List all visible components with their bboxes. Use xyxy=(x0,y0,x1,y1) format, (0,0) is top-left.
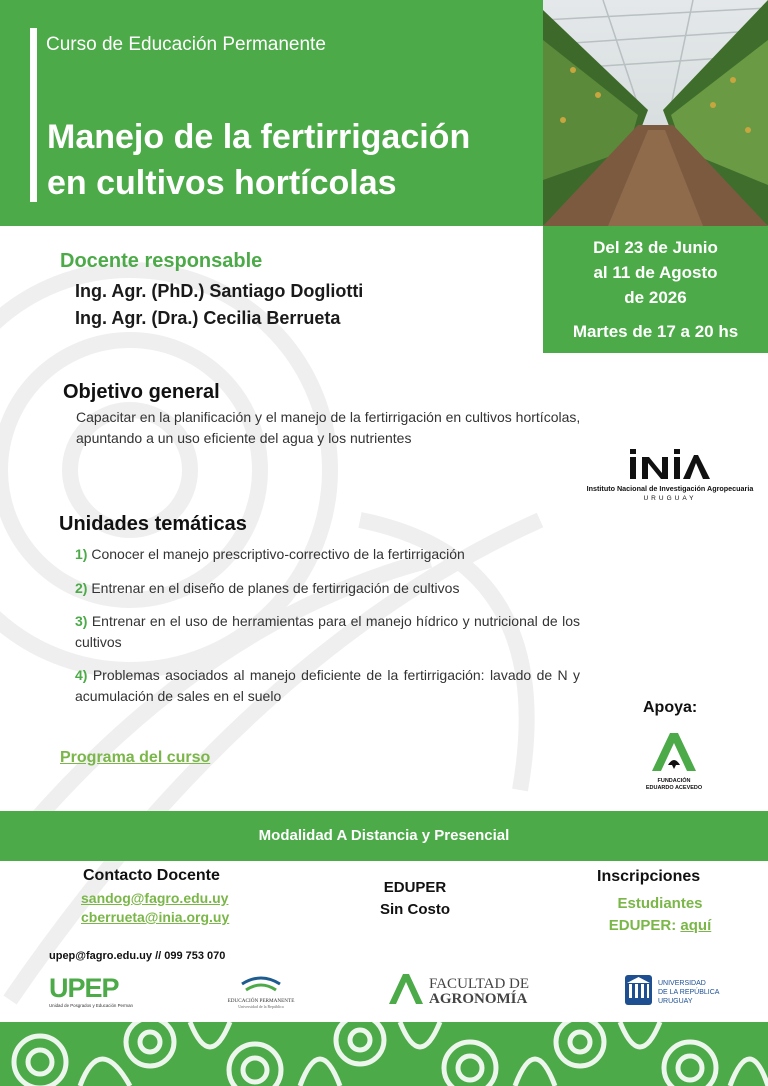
course-title-line1: Manejo de la fertirrigación xyxy=(47,118,471,156)
inscripciones-text xyxy=(590,893,730,937)
docente-name: Ing. Agr. (PhD.) Santiago Dogliotti xyxy=(75,281,364,301)
unidad-item xyxy=(75,611,580,653)
objetivo-heading: Objetivo general xyxy=(63,381,220,403)
unidad-number: 1) xyxy=(75,546,88,562)
apoya-label: Apoya: xyxy=(643,699,698,716)
udelar-line2: DE LA REPÚBLICA xyxy=(658,989,720,996)
udelar-line3: URUGUAY xyxy=(658,998,693,1005)
edu-perm-sub: Universidad de la República xyxy=(238,1004,284,1009)
upep-contact: upep@fagro.edu.uy // 099 753 070 xyxy=(49,950,226,962)
facultad-agronomia-logo xyxy=(387,970,542,1010)
inscripciones-line2 xyxy=(590,915,730,937)
upep-logo-text: UPEP xyxy=(49,973,119,1003)
contacto-heading: Contacto Docente xyxy=(83,867,220,884)
unidad-text: Entrenar en el diseño de planes de fertirrigación de cultivos xyxy=(91,580,460,596)
email-link[interactable]: sandog@fagro.edu.uy xyxy=(81,890,229,906)
course-dates xyxy=(543,235,768,310)
inia-full-name: Instituto Nacional de Investigación Agropecuaria xyxy=(586,484,754,493)
unidad-text: Problemas asociados al manejo deficiente de la fertirrigación: lavado de N y acumulación de sales en el suelo xyxy=(75,667,581,704)
educacion-permanente-logo xyxy=(224,970,298,1010)
eduper-cost-text: Sin Costo xyxy=(380,901,450,918)
course-type: Curso de Educación Permanente xyxy=(46,34,326,55)
upep-logo-sub: Unidad de Posgrados y Educación Permanente xyxy=(49,1003,133,1008)
inia-logo xyxy=(586,447,754,505)
dates-line2: al 11 de Agosto xyxy=(593,263,718,282)
docentes-heading: Docente responsable xyxy=(60,250,263,272)
eduper-label: EDUPER xyxy=(383,879,447,896)
udelar-line1: UNIVERSIDAD xyxy=(658,980,706,987)
header-banner xyxy=(0,0,543,226)
course-title xyxy=(47,114,537,206)
unidad-item xyxy=(75,578,580,599)
upep-logo xyxy=(49,970,133,1010)
inia-country: URUGUAY xyxy=(643,495,697,502)
dates-line1: Del 23 de Junio xyxy=(593,238,718,257)
inscripciones-prefix: EDUPER: xyxy=(608,917,681,934)
unidad-number: 4) xyxy=(75,667,88,683)
inscripciones-link[interactable]: aquí xyxy=(680,917,712,934)
fagro-line2: AGRONOMÍA xyxy=(429,991,528,1007)
footer-pattern xyxy=(0,1022,768,1086)
objetivo-text: Capacitar en la planificación y el manejo de la fertirrigación en cultivos hortícolas, apuntando a un uso eficiente del agua y los nutrientes xyxy=(76,409,581,446)
fea-line2: EDUARDO ACEVEDO xyxy=(645,785,703,791)
unidad-item xyxy=(75,544,580,565)
fundacion-eduardo-acevedo-logo xyxy=(640,727,708,793)
unidad-item xyxy=(75,665,580,707)
unidad-number: 2) xyxy=(75,580,88,596)
inscripciones-line1: Estudiantes xyxy=(617,895,703,912)
inscripciones-heading: Inscripciones xyxy=(597,868,701,885)
eduper-cost xyxy=(360,877,470,921)
edu-perm-text: EDUCACIÓN PERMANENTE xyxy=(227,998,295,1004)
fagro-line1: FACULTAD DE xyxy=(429,976,530,992)
udelar-logo xyxy=(624,972,734,1008)
date-box xyxy=(543,226,768,353)
unidades-heading: Unidades temáticas xyxy=(59,513,247,535)
docente-name: Ing. Agr. (Dra.) Cecilia Berrueta xyxy=(75,308,341,328)
header-accent-bar xyxy=(30,28,37,202)
unidad-number: 3) xyxy=(75,613,88,629)
course-title-line2: en cultivos hortícolas xyxy=(47,164,397,202)
course-schedule: Martes de 17 a 20 hs xyxy=(572,322,739,341)
email-link[interactable]: cberrueta@inia.org.uy xyxy=(81,909,230,925)
modalidad-band: Modalidad A Distancia y Presencial xyxy=(0,811,768,861)
fea-line1: FUNDACIÓN xyxy=(657,778,691,784)
unidad-text: Entrenar en el uso de herramientas para el manejo hídrico y nutricional de los cultivos xyxy=(75,613,581,650)
programa-link[interactable]: Programa del curso xyxy=(60,749,211,766)
dates-line3: de 2026 xyxy=(624,288,687,307)
unidad-text: Conocer el manejo prescriptivo-correctivo de la fertirrigación xyxy=(91,546,465,562)
greenhouse-photo xyxy=(543,0,768,226)
